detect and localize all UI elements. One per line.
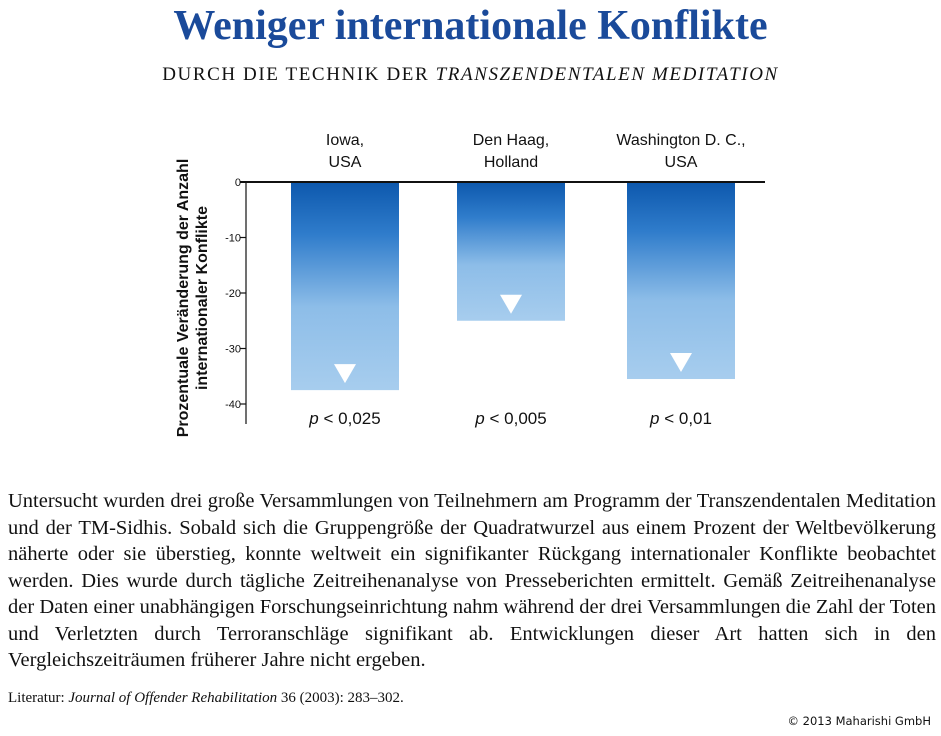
category-label: Den Haag,: [472, 132, 550, 149]
category-label: Washington D. C.,: [616, 132, 746, 149]
y-tick-label: -40: [225, 399, 241, 411]
bar-3: [627, 182, 735, 379]
p-value-label: p < 0,01: [650, 409, 712, 428]
bar-1: [291, 182, 399, 390]
y-tick-label: -30: [225, 343, 241, 356]
y-tick-label: -20: [225, 288, 241, 300]
y-tick-label: 0: [234, 177, 241, 189]
reference-details: 36 (2003): 283–302.: [280, 690, 404, 706]
y-axis-label: Prozentuale Veränderung der Anzahl: [175, 158, 192, 438]
subtitle-plain: DURCH DIE TECHNIK DER: [162, 64, 430, 85]
page-title: Weniger internationale Konflikte: [173, 3, 768, 49]
reference-prefix: Literatur:: [8, 690, 65, 706]
category-label: Holland: [483, 154, 539, 171]
copyright: © 2013 Maharishi GmbH: [787, 714, 931, 728]
p-value-label: p < 0,025: [309, 409, 381, 428]
y-axis-label: internationaler Konflikte: [194, 205, 211, 391]
subtitle-italic: TRANSZENDENTALEN MEDITATION: [435, 64, 779, 85]
category-label: Iowa,: [325, 132, 365, 149]
y-tick-label: -10: [225, 232, 241, 245]
category-label: USA: [664, 154, 698, 171]
description-paragraph: Untersucht wurden drei große Versammlungen von Teilnehmern am Programm der Transzendentalen Meditation und der TM-Sidhis. Sobald sich die Gruppengröße der Quadratwurzel aus einem Prozent der Weltbevölkerung näherte oder sie überstieg, konnte weltweit ein signifikanter Rückgang internationaler Konflikte beobachtet werden. Dies wurde durch tägliche Zeitreihenanalyse von Presseberichten ermittelt. Gemäß Zeitreihenanalyse der Daten einer unabhängigen Forschungseinrichtung nahm während der drei Versammlungen die Zahl der Toten und Verletzten durch Terroranschläge signifikant ab. Entwicklungen dieser Art hatten sich in den Vergleichszeiträumen früherer Jahre nicht ergeben.: [8, 490, 936, 671]
category-label: USA: [328, 154, 362, 171]
reference-line: [8, 690, 404, 707]
p-value-label: p < 0,005: [475, 409, 547, 428]
reference-journal: Journal of Offender Rehabilitation: [68, 690, 278, 706]
